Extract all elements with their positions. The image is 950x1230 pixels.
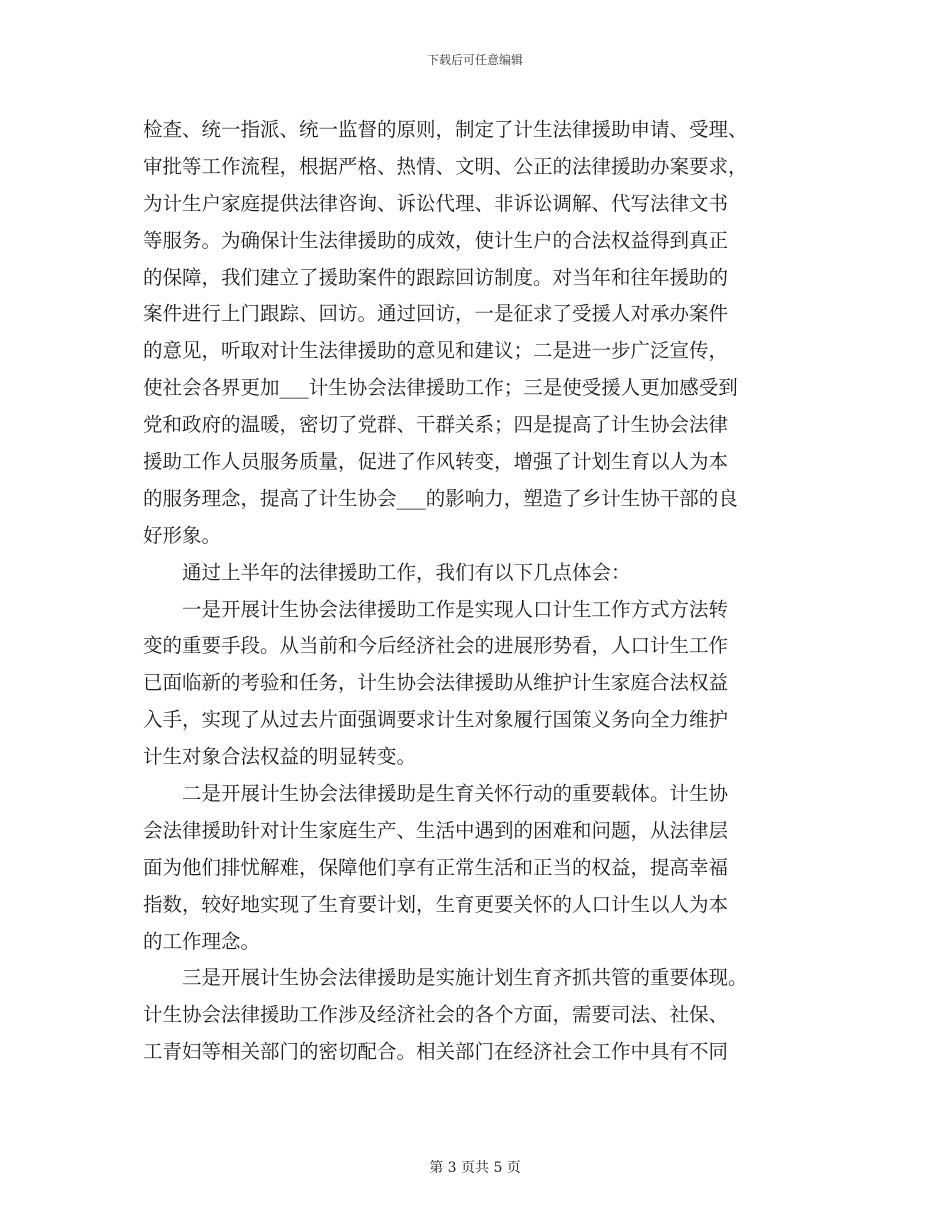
body-line: 入手，实现了从过去片面强调要求计生对象履行国策义务向全力维护 [143, 708, 729, 732]
body-line: 等服务。为确保计生法律援助的成效，使计生户的合法权益得到真正 [143, 228, 729, 252]
body-line: 为计生户家庭提供法律咨询、诉讼代理、非诉讼调解、代写法律文书 [143, 191, 729, 215]
body-line: 的工作理念。 [143, 929, 261, 953]
body-line: 面为他们排忧解难，保障他们享有正常生活和正当的权益，提高幸福 [143, 855, 729, 879]
body-line: 通过上半年的法律援助工作，我们有以下几点体会： [143, 560, 631, 584]
body-line: 指数，较好地实现了生育要计划，生育更要关怀的人口计生以人为本 [143, 892, 729, 916]
body-line: 的服务理念，提高了计生协会___的影响力，塑造了乡计生协干部的良 [143, 486, 738, 510]
body-line: 案件进行上门跟踪、回访。通过回访，一是征求了受援人对承办案件 [143, 302, 729, 326]
body-line: 会法律援助针对计生家庭生产、生活中遇到的困难和问题，从法律层 [143, 818, 729, 842]
body-line: 使社会各界更加___计生协会法律援助工作；三是使受援人更加感受到 [143, 376, 738, 400]
body-line: 党和政府的温暖，密切了党群、干群关系；四是提高了计生协会法律 [143, 413, 729, 437]
body-line: 审批等工作流程，根据严格、热情、文明、公正的法律援助办案要求， [143, 154, 748, 178]
body-line: 好形象。 [143, 523, 222, 547]
body-line: 三是开展计生协会法律援助是实施计划生育齐抓共管的重要体现。 [143, 966, 748, 990]
body-line: 工青妇等相关部门的密切配合。相关部门在经济社会工作中具有不同 [143, 1040, 729, 1064]
body-line: 计生对象合法权益的明显转变。 [143, 745, 417, 769]
body-line: 一是开展计生协会法律援助工作是实现人口计生工作方式方法转 [143, 597, 729, 621]
body-line: 二是开展计生协会法律援助是生育关怀行动的重要载体。计生协 [143, 782, 729, 806]
page-number-footer: 第 3 页共 5 页 [429, 1160, 521, 1176]
body-line: 计生协会法律援助工作涉及经济社会的各个方面，需要司法、社保、 [143, 1003, 729, 1027]
body-line: 的意见，听取对计生法律援助的意见和建议；二是进一步广泛宣传， [143, 339, 729, 363]
body-line: 变的重要手段。从当前和今后经济社会的进展形势看，人口计生工作 [143, 634, 729, 658]
body-line: 检查、统一指派、统一监督的原则，制定了计生法律援助申请、受理、 [143, 118, 748, 141]
body-line: 的保障，我们建立了援助案件的跟踪回访制度。对当年和往年援助的 [143, 265, 729, 289]
body-line: 已面临新的考验和任务，计生协会法律援助从维护计生家庭合法权益 [143, 671, 729, 695]
document-body [143, 112, 813, 1071]
page-header: 下载后可任意编辑 [426, 53, 523, 67]
body-line: 援助工作人员服务质量，促进了作风转变，增强了计划生育以人为本 [143, 450, 729, 474]
